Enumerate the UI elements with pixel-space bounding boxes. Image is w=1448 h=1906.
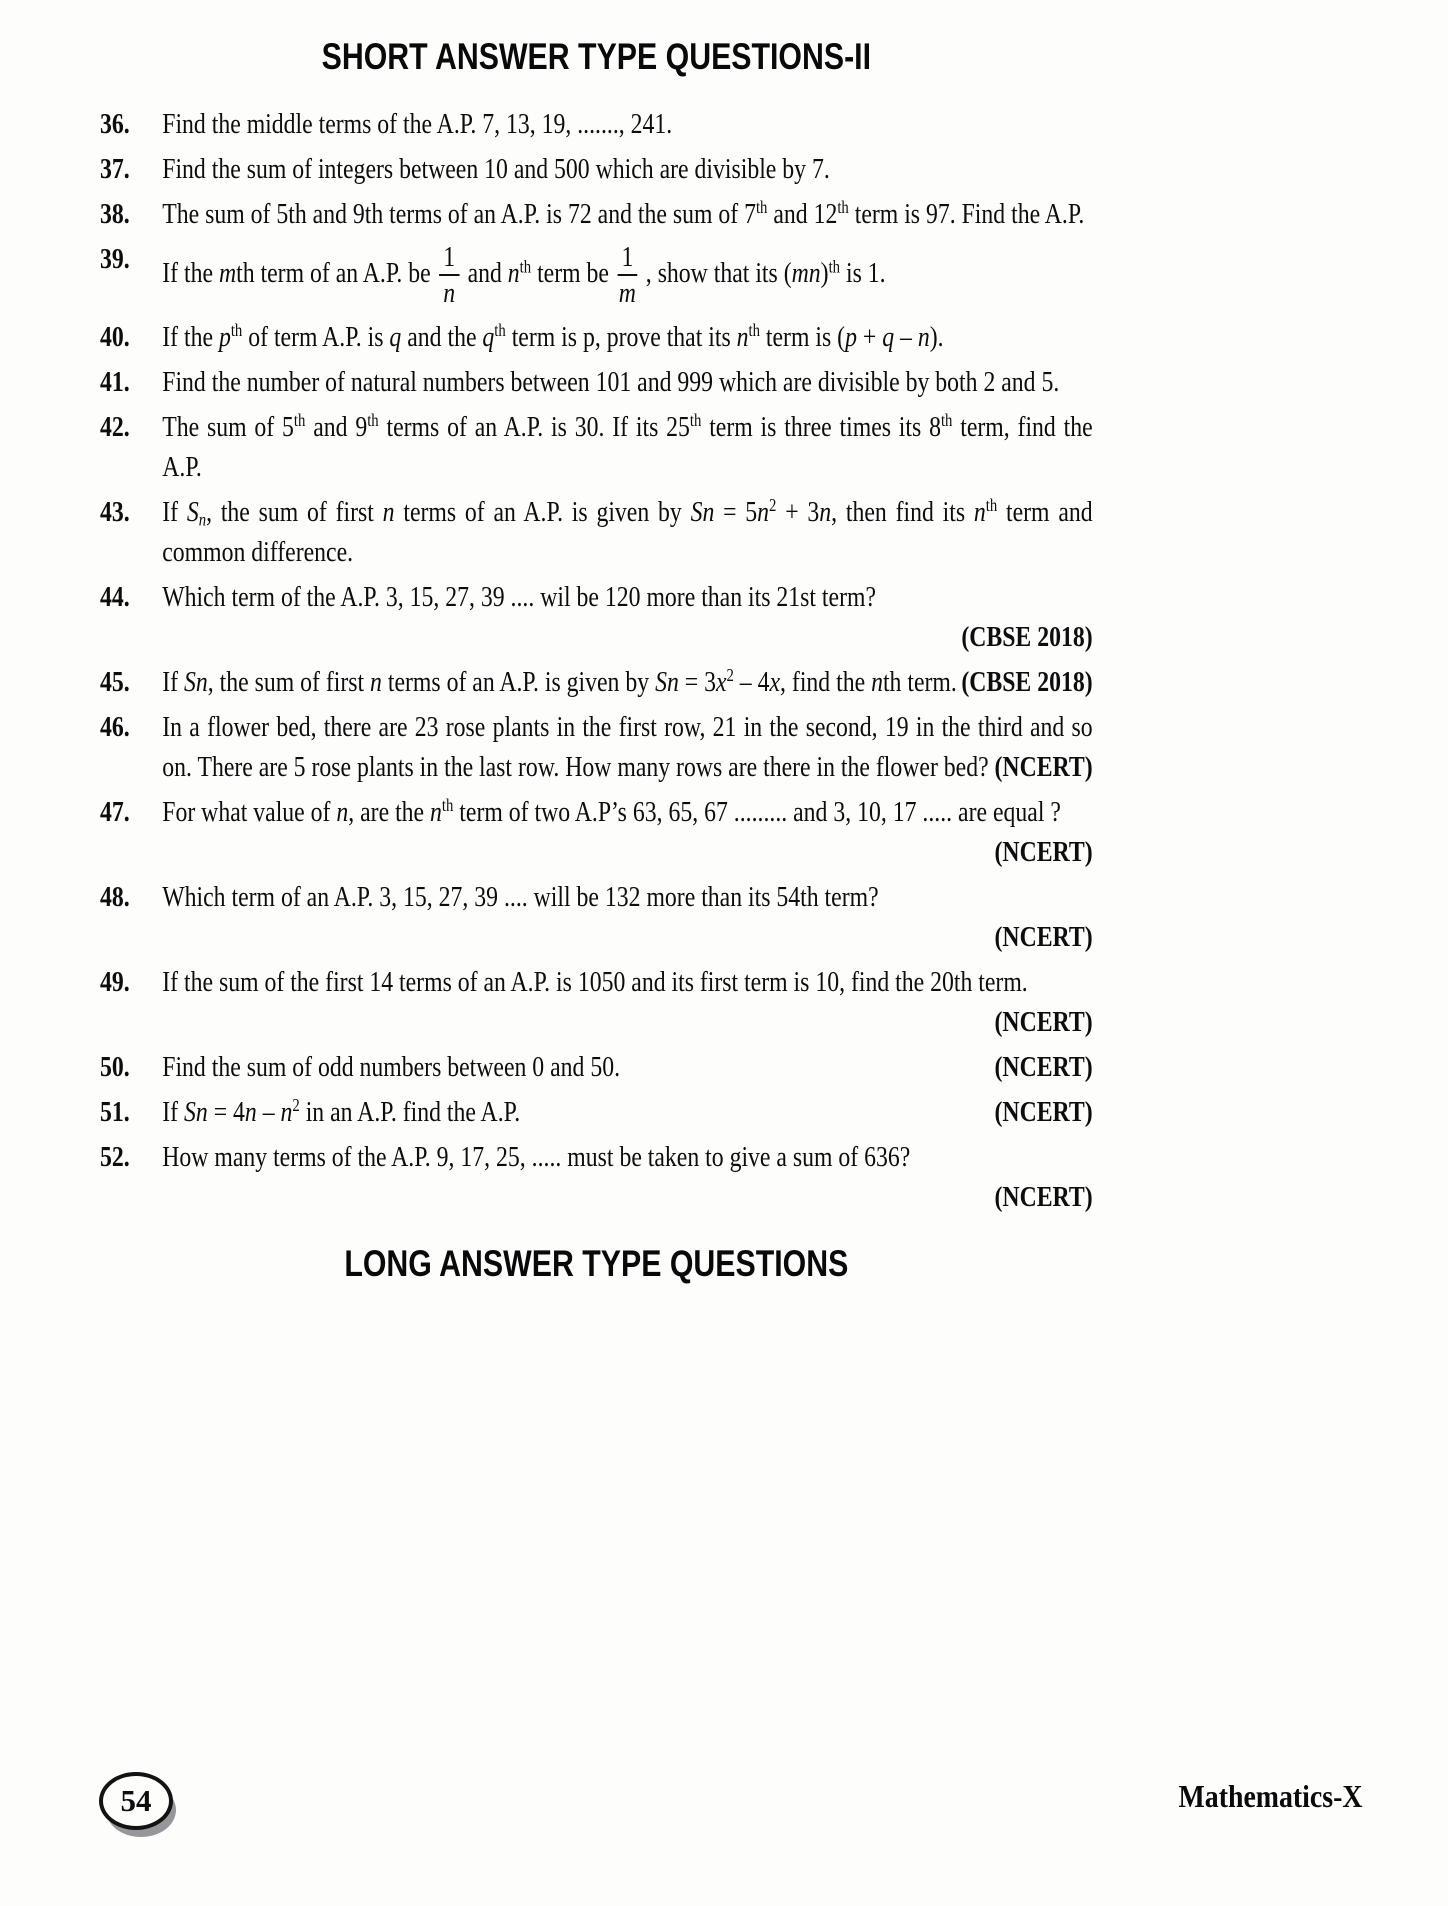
question-text: Which term of an A.P. 3, 15, 27, 39 .... will be 132 more than its 54th term? (NCERT) <box>162 877 1092 957</box>
question-row-47 <box>100 792 1093 872</box>
question-text: The sum of 5th and 9th terms of an A.P. is 30. If its 25th term is three times its 8th term, find the A.P. <box>162 410 1093 483</box>
question-row-45 <box>100 662 1093 702</box>
math-italic: n <box>819 495 832 528</box>
source-tag: (CBSE 2018) <box>961 620 1093 653</box>
superscript: th <box>519 256 532 277</box>
fraction-numerator: 1 <box>617 241 637 276</box>
fraction <box>439 241 459 310</box>
question-text: Find the middle terms of the A.P. 7, 13, 19, ......., 241. <box>162 108 673 140</box>
question-number: 52. <box>100 1140 130 1173</box>
question-number: 47. <box>100 795 130 828</box>
math-italic: n <box>336 795 349 828</box>
math-italic: q <box>482 320 495 353</box>
question-number: 48. <box>100 880 130 913</box>
question-number: 43. <box>100 495 130 528</box>
source-tag: (NCERT) <box>994 750 1093 783</box>
math-italic: Sn <box>655 665 679 698</box>
question-number: 44. <box>100 580 130 613</box>
question-number: 38. <box>100 198 130 230</box>
question-row-51 <box>100 1092 1093 1132</box>
question-number: 42. <box>100 410 130 443</box>
question-text: The sum of 5th and 9th terms of an A.P. is 72 and the sum of 7th and 12th term is 97. Find the A.P. <box>162 197 1085 230</box>
question-text: If Sn, the sum of first n terms of an A.P. is given by $Sn = 3x^2 - 4x$, find the nth term. (CBSE 2018) <box>162 662 1092 702</box>
math-italic: n <box>382 495 395 528</box>
question-text: If $S_n$, the sum of first n terms of an A.P. is given by $Sn = 5n^2 + 3n$, then find its $n^{th}$ term and common difference. <box>162 495 1093 568</box>
question-row-50 <box>100 1047 1093 1087</box>
math-italic: Sn <box>184 665 208 698</box>
superscript: 2 <box>292 1095 300 1116</box>
question-text: If the mth term of an A.P. be $\frac{1}{n}$ and $n^{th}$ term be $\frac{1}{m}$ , show that its (mn)$^{th}$ is 1. <box>162 241 886 310</box>
question-row-46 <box>100 707 1093 787</box>
source-tag: (NCERT) <box>994 920 1093 953</box>
question-row-39 <box>100 239 1093 312</box>
superscript: th <box>367 410 379 431</box>
question-row-37 <box>100 149 1093 189</box>
question-number: 39. <box>100 243 130 275</box>
superscript: th <box>748 320 760 341</box>
question-text: Find the sum of odd numbers between 0 and 50. (NCERT) <box>162 1047 1092 1087</box>
question-row-43 <box>100 492 1093 572</box>
math-italic: m <box>218 257 237 290</box>
question-row-38 <box>100 194 1093 234</box>
superscript: th <box>755 197 768 218</box>
source-tag: (NCERT) <box>994 1005 1093 1038</box>
page-number-badge <box>99 1772 173 1830</box>
superscript: th <box>837 197 849 218</box>
fraction-numerator: 1 <box>439 241 459 276</box>
math-italic: S <box>186 495 199 528</box>
section-heading-short-answer: SHORT ANSWER TYPE QUESTIONS-II <box>321 36 872 77</box>
math-italic: mn <box>791 257 821 290</box>
source-tag: (NCERT) <box>994 1095 1093 1128</box>
subscript: n <box>198 509 207 530</box>
superscript: th <box>828 256 841 277</box>
math-italic: n <box>244 1095 257 1128</box>
question-text: How many terms of the A.P. 9, 17, 25, ..... must be taken to give a sum of 636? (NCERT) <box>162 1137 1092 1217</box>
question-text: Which term of the A.P. 3, 15, 27, 39 .... wil be 120 more than its 21st term? (CBSE 2018) <box>162 577 1092 657</box>
math-italic: p <box>845 320 857 353</box>
math-italic: p <box>218 320 231 353</box>
source-tag: (NCERT) <box>994 1050 1093 1083</box>
question-text: If the $p^{th}$ of term A.P. is q and the $q^{th}$ term is p, prove that its $n^{th}$ term is (p + q – n). <box>162 320 944 353</box>
source-tag: (NCERT) <box>994 835 1093 868</box>
book-title: Mathematics-X <box>1178 1778 1362 1814</box>
page-content <box>100 36 1093 1285</box>
superscript: th <box>940 410 953 431</box>
question-number: 49. <box>100 965 130 998</box>
section-heading-long-answer: LONG ANSWER TYPE QUESTIONS <box>344 1242 849 1284</box>
superscript: th <box>494 320 506 341</box>
math-italic: n <box>973 495 986 528</box>
math-italic: x <box>769 665 781 698</box>
question-text: In a flower bed, there are 23 rose plants in the first row, 21 in the second, 19 in the third and so on. There are 5 rose plants in the last row. How many rows are there in the flower bed? (NCERT) <box>162 707 1092 787</box>
math-italic: Sn <box>184 1095 208 1128</box>
question-number: 50. <box>100 1050 130 1083</box>
superscript: th <box>293 410 306 431</box>
question-text: Find the number of natural numbers between 101 and 999 which are divisible by both 2 and 5. <box>162 365 1060 398</box>
page-number: 54 <box>120 1783 152 1818</box>
superscript: 2 <box>769 495 777 516</box>
math-italic: q <box>389 320 402 353</box>
superscript: th <box>230 320 243 341</box>
question-number: 51. <box>100 1095 130 1128</box>
math-italic: n <box>430 795 442 828</box>
fraction-denominator: n <box>443 277 456 310</box>
math-italic: q <box>882 320 895 353</box>
question-number: 40. <box>100 320 130 353</box>
superscript: th <box>441 795 454 816</box>
math-italic: n <box>507 257 520 290</box>
math-italic: n <box>736 320 749 353</box>
question-text: If the sum of the first 14 terms of an A.P. is 1050 and its first term is 10, find the 20th term. (NCERT) <box>162 962 1092 1042</box>
question-text: Find the sum of integers between 10 and 500 which are divisible by 7. <box>162 153 830 185</box>
math-italic: n <box>917 320 930 353</box>
question-row-44 <box>100 577 1093 657</box>
math-italic: Sn <box>690 495 715 528</box>
question-text: For what value of n, are the $n^{th}$ term of two A.P’s 63, 65, 67 ......... and 3, 10, 17 ..... are equal ? (NCERT) <box>162 792 1092 872</box>
superscript: 2 <box>726 665 734 686</box>
source-tag: (NCERT) <box>994 1180 1093 1213</box>
fraction <box>617 241 637 310</box>
question-list <box>100 104 1093 1217</box>
math-italic: n <box>871 665 883 698</box>
question-text: If $Sn = 4n - n^2$ in an A.P. find the A.P. (NCERT) <box>162 1092 1092 1132</box>
question-row-41 <box>100 362 1093 402</box>
superscript: th <box>689 410 702 431</box>
question-row-49 <box>100 962 1093 1042</box>
question-row-36 <box>100 104 1093 144</box>
math-italic: n <box>370 665 382 698</box>
question-number: 41. <box>100 365 130 398</box>
question-number: 46. <box>100 710 130 743</box>
math-italic: n <box>757 495 770 528</box>
source-tag: (CBSE 2018) <box>961 665 1093 698</box>
fraction-denominator: m <box>618 277 636 310</box>
question-number: 45. <box>100 665 130 698</box>
superscript: th <box>985 495 998 516</box>
question-row-40 <box>100 317 1093 357</box>
question-row-48 <box>100 877 1093 957</box>
math-italic: x <box>715 665 727 698</box>
question-number: 37. <box>100 153 130 185</box>
math-italic: n <box>280 1095 293 1128</box>
question-row-52 <box>100 1137 1093 1217</box>
question-number: 36. <box>100 108 130 140</box>
question-row-42 <box>100 407 1093 487</box>
